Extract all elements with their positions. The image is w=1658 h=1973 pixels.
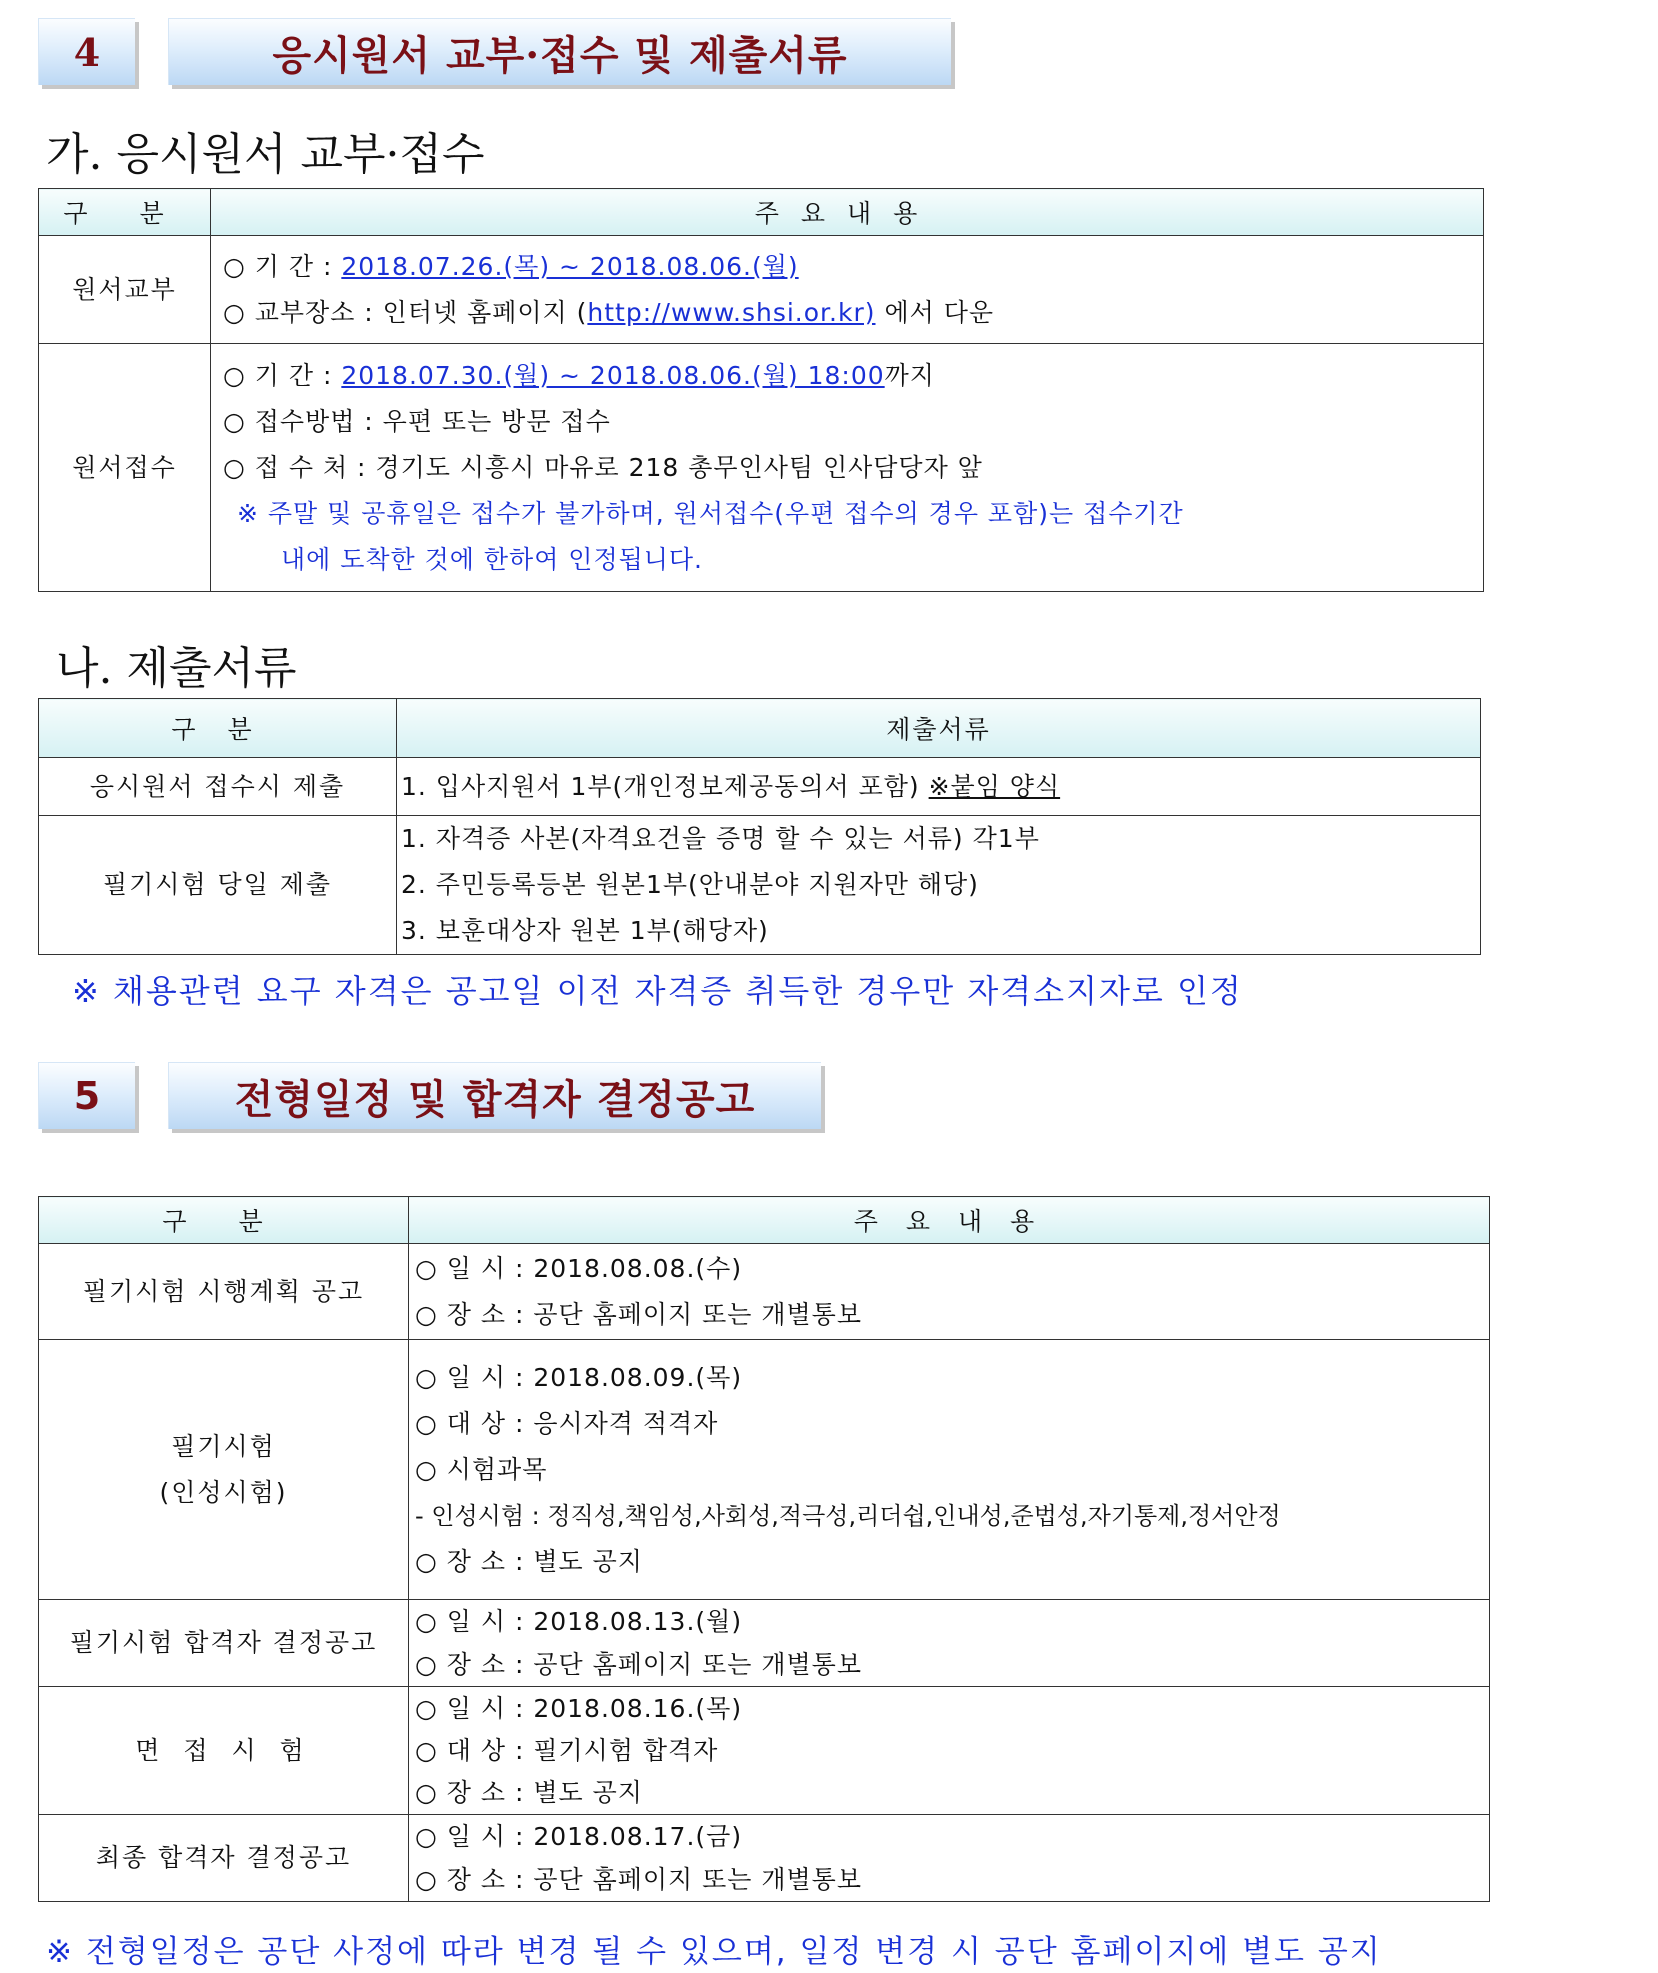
content-line: ○ 일 시 : 2018.08.08.(수) xyxy=(415,1253,743,1283)
content-line: 1. 자격증 사본(자격요건을 증명 할 수 있는 서류) 각1부 xyxy=(401,824,1040,853)
row-label-line: (인성시험) xyxy=(159,1477,288,1507)
table-header: 구 분 xyxy=(39,1197,409,1244)
homepage-link[interactable]: http://www.shsi.or.kr) xyxy=(587,297,876,327)
row-content xyxy=(409,1244,1490,1340)
content-line: ○ 일 시 : 2018.08.17.(금) xyxy=(415,1822,743,1851)
content-line: ○ 일 시 : 2018.08.13.(월) xyxy=(415,1607,743,1636)
documents-table xyxy=(38,698,1481,955)
content-line: 3. 보훈대상자 원본 1부(해당자) xyxy=(401,916,769,945)
row-content xyxy=(397,816,1481,955)
content-line: ○ 장 소 : 공단 홈페이지 또는 개별통보 xyxy=(415,1865,862,1894)
row-content xyxy=(409,1600,1490,1687)
content-line: ○ 장 소 : 공단 홈페이지 또는 개별통보 xyxy=(415,1299,862,1329)
row-content xyxy=(211,344,1484,592)
schedule-note: ※ 전형일정은 공단 사정에 따라 변경 될 수 있으며, 일정 변경 시 공단 홈페이지에 별도 공지 xyxy=(46,1934,1382,1970)
content-line: ○ 장 소 : 별도 공지 xyxy=(415,1777,643,1807)
section-title: 응시원서 교부·접수 및 제출서류 xyxy=(168,18,951,85)
row-content xyxy=(397,758,1481,816)
table-header: 구 분 xyxy=(39,189,211,236)
content-line: - 인성시험 : 정직성,책임성,사회성,적극성,리더쉽,인내성,준법성,자기통제,정서안정 xyxy=(415,1501,1281,1530)
content-line: 2. 주민등록등본 원본1부(안내분야 지원자만 해당) xyxy=(401,870,979,899)
content-line: ○ 시험과목 xyxy=(415,1454,548,1484)
content-line: ○ 대 상 : 필기시험 합격자 xyxy=(415,1735,719,1765)
row-content xyxy=(211,236,1484,344)
content-line: ○ 장 소 : 별도 공지 xyxy=(415,1546,643,1576)
row-label-line: 필기시험 xyxy=(171,1431,276,1461)
table-header: 제출서류 xyxy=(397,699,1481,758)
line-prefix: 1. 입사지원서 1부(개인정보제공동의서 포함) xyxy=(401,771,929,801)
content-line: ○ 일 시 : 2018.08.09.(목) xyxy=(415,1362,743,1392)
line-prefix: ○ 교부장소 : 인터넷 홈페이지 ( xyxy=(223,297,588,327)
row-content xyxy=(409,1687,1490,1815)
row-label: 필기시험 시행계획 공고 xyxy=(39,1244,409,1340)
row-content xyxy=(409,1340,1490,1600)
section-4-banner xyxy=(38,18,958,90)
table-header: 주 요 내 용 xyxy=(409,1197,1490,1244)
section-5-banner xyxy=(38,1062,828,1134)
line-suffix: 까지 xyxy=(884,360,935,390)
row-label: 면 접 시 험 xyxy=(39,1687,409,1815)
application-table xyxy=(38,188,1484,592)
content-line: ○ 일 시 : 2018.08.16.(목) xyxy=(415,1693,743,1723)
section-title: 전형일정 및 합격자 결정공고 xyxy=(168,1062,821,1129)
section-number: 4 xyxy=(38,18,135,85)
row-content xyxy=(409,1815,1490,1902)
content-line: ○ 대 상 : 응시자격 적격자 xyxy=(415,1408,719,1438)
period-value: 2018.07.30.(월) ~ 2018.08.06.(월) 18:00 xyxy=(341,360,885,390)
period-value: 2018.07.26.(목) ~ 2018.08.06.(월) xyxy=(341,251,799,281)
attachment-form-link[interactable]: ※붙임 양식 xyxy=(928,771,1061,801)
content-line: ○ 접수방법 : 우편 또는 방문 접수 xyxy=(223,406,611,436)
row-label: 응시원서 접수시 제출 xyxy=(39,758,397,816)
qualification-note: ※ 채용관련 요구 자격은 공고일 이전 자격증 취득한 경우만 자격소지자로 인정 xyxy=(72,972,1243,1010)
table-header: 구 분 xyxy=(39,699,397,758)
row-label: 원서교부 xyxy=(39,236,211,344)
table-header: 주요내용 xyxy=(211,189,1484,236)
content-line: ○ 접 수 처 : 경기도 시흥시 마유로 218 총무인사팀 인사담당자 앞 xyxy=(223,452,983,482)
row-label: 필기시험 당일 제출 xyxy=(39,816,397,955)
notice-line: ※ 주말 및 공휴일은 접수가 불가하며, 원서접수(우편 접수의 경우 포함)는 접수기간 xyxy=(237,498,1184,528)
row-label xyxy=(39,1340,409,1600)
notice-line: 내에 도착한 것에 한하여 인정됩니다. xyxy=(281,544,703,574)
line-suffix: 에서 다운 xyxy=(875,297,994,327)
schedule-table xyxy=(38,1196,1490,1902)
line-prefix: ○ 기 간 : xyxy=(223,251,342,281)
content-line: ○ 장 소 : 공단 홈페이지 또는 개별통보 xyxy=(415,1650,862,1679)
subheading-b: 나. 제출서류 xyxy=(56,643,297,694)
line-prefix: ○ 기 간 : xyxy=(223,360,342,390)
row-label: 최종 합격자 결정공고 xyxy=(39,1815,409,1902)
section-number: 5 xyxy=(38,1062,135,1129)
row-label: 원서접수 xyxy=(39,344,211,592)
row-label: 필기시험 합격자 결정공고 xyxy=(39,1600,409,1687)
subheading-a: 가. 응시원서 교부·접수 xyxy=(46,129,485,180)
